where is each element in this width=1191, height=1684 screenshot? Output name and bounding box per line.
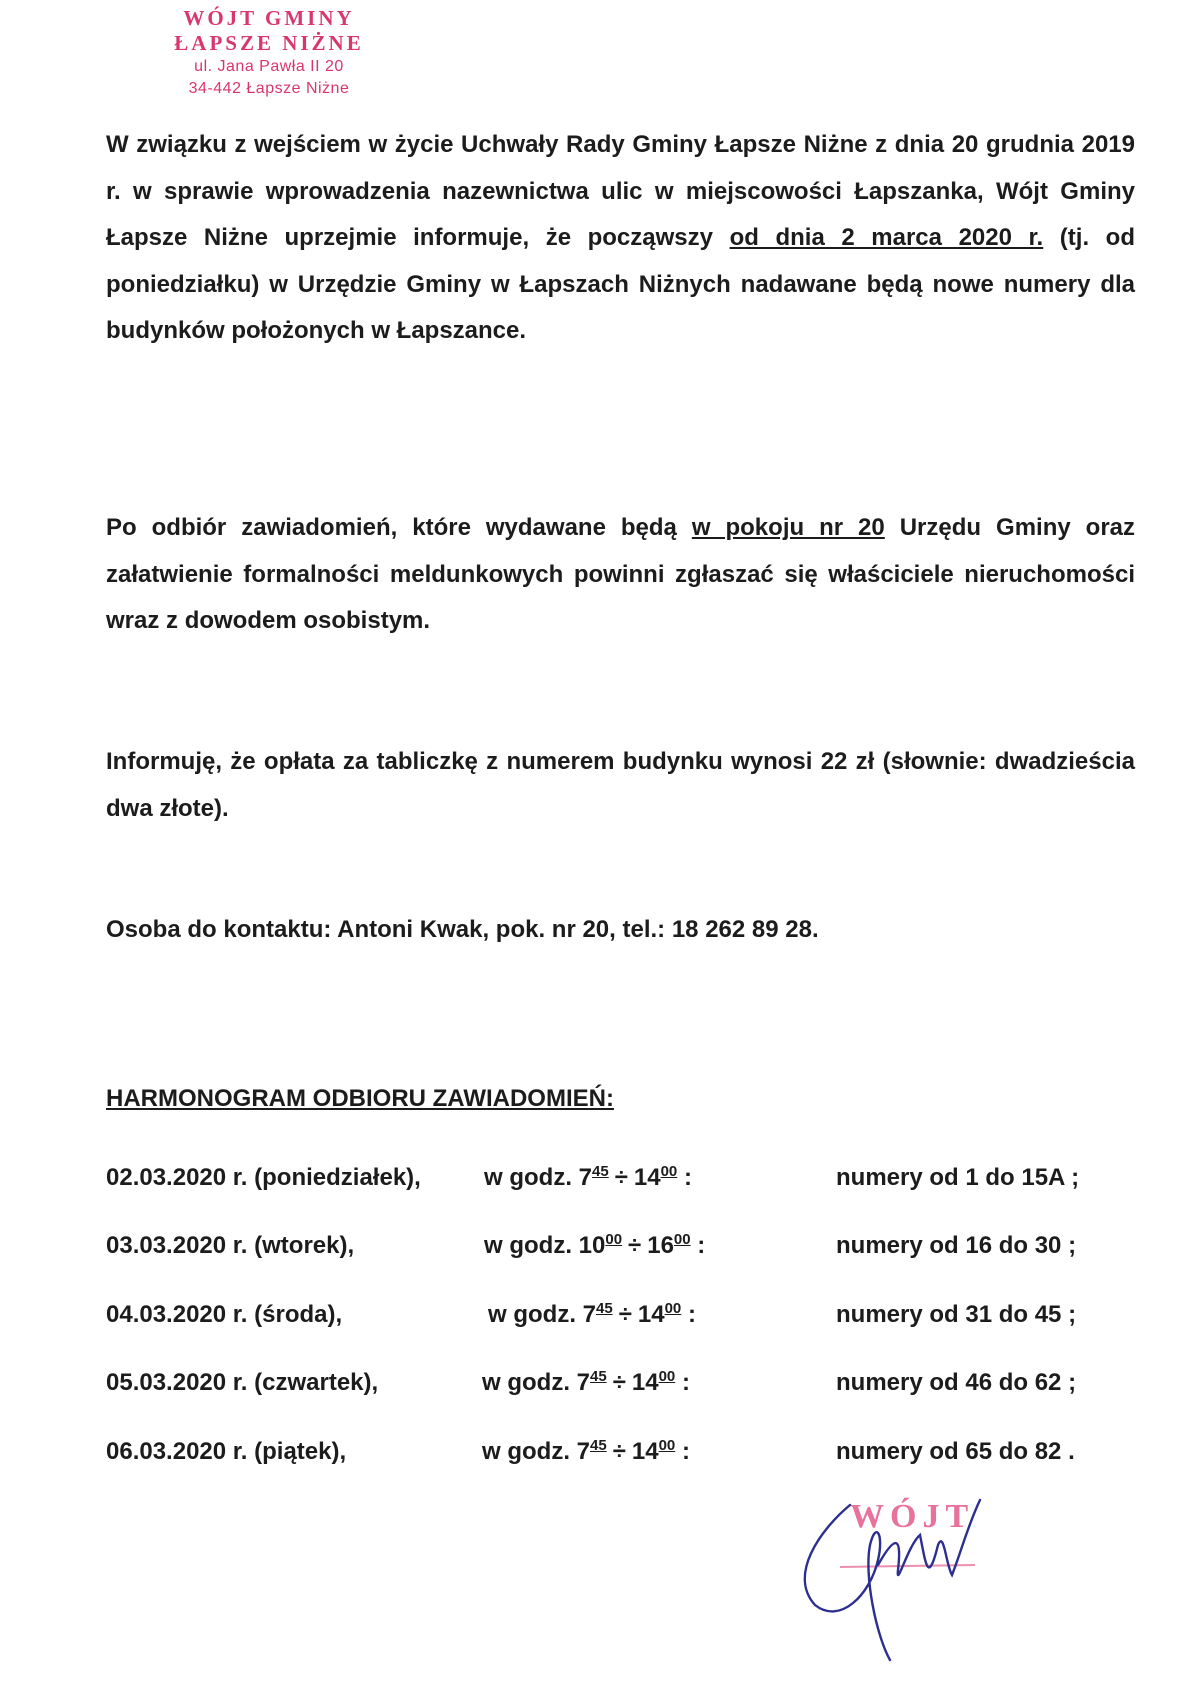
minutes-to: 00	[658, 1368, 676, 1385]
schedule-row	[106, 1295, 1146, 1335]
hours-separator: ÷	[614, 1164, 628, 1191]
hours-prefix: w godz.	[482, 1369, 570, 1396]
hours-colon: :	[697, 1232, 706, 1259]
schedule-row	[106, 1432, 1146, 1472]
hours-to: 14	[637, 1301, 665, 1328]
paragraph-fee: Informuję, że opłata za tabliczkę z numerem budynku wynosi 22 zł (słownie: dwadzieścia dwa złote).	[106, 748, 1135, 822]
hours-separator: ÷	[612, 1369, 626, 1396]
schedule-numbers: numery od 1 do 15A ;	[836, 1164, 1080, 1191]
schedule-hours	[482, 1363, 690, 1403]
header-stamp	[166, 6, 372, 100]
stamp-name-line: ŁAPSZE NIŻNE	[174, 31, 364, 55]
schedule-date: 02.03.2020 r. (poniedziałek),	[106, 1164, 421, 1191]
schedule-date: 05.03.2020 r. (czwartek),	[106, 1369, 379, 1396]
schedule-heading: HARMONOGRAM ODBIORU ZAWIADOMIEŃ:	[106, 1085, 614, 1112]
paragraph-text: W związku z wejściem w życie Uchwały Rady Gminy Łapsze Niżne z dnia 20 grudnia 2019 r. w sprawie wprowadzenia nazewnictwa ulic w miejscowości Łapszanka, Wójt Gminy Łapsze Niżne uprzejmie informuje, że począwszy	[106, 131, 1135, 251]
hours-prefix: w godz.	[484, 1232, 572, 1259]
schedule-row	[106, 1363, 1146, 1403]
stamp-street-line: ul. Jana Pawła II 20	[194, 58, 344, 75]
schedule-row	[106, 1226, 1146, 1266]
schedule-date: 04.03.2020 r. (środa),	[106, 1301, 343, 1328]
schedule-numbers: numery od 65 do 82 .	[836, 1438, 1075, 1465]
schedule-numbers: numery od 46 do 62 ;	[836, 1369, 1077, 1396]
minutes-from: 45	[590, 1368, 607, 1385]
schedule-date: 06.03.2020 r. (piątek),	[106, 1438, 347, 1465]
schedule-numbers: numery od 31 do 45 ;	[836, 1301, 1077, 1328]
hours-prefix: w godz.	[484, 1164, 572, 1191]
paragraph-text: Po odbiór zawiadomień, które wydawane będą	[106, 514, 692, 541]
hours-colon: :	[681, 1438, 690, 1465]
hours-colon: :	[687, 1301, 696, 1328]
signature-with-stamp	[780, 1475, 1040, 1675]
minutes-to: 00	[664, 1300, 682, 1317]
hours-separator: ÷	[628, 1232, 642, 1259]
schedule-hours	[482, 1432, 690, 1472]
minutes-to: 00	[658, 1437, 676, 1454]
minutes-to: 00	[673, 1231, 691, 1248]
minutes-from: 00	[605, 1231, 623, 1248]
schedule-hours	[484, 1158, 692, 1198]
hours-to: 16	[647, 1232, 674, 1259]
schedule-hours	[488, 1295, 696, 1335]
hours-prefix: w godz.	[488, 1301, 576, 1328]
paragraph-text: (tj. od poniedziałku) w Urzędzie Gminy w Łapszach Niżnych nadawane będą nowe numery dla budynków położonych w Łapszance.	[106, 224, 1136, 344]
hours-from: 7	[582, 1301, 597, 1328]
schedule-hours	[484, 1226, 705, 1266]
hours-from: 10	[578, 1232, 606, 1259]
stamp-title-line: WÓJT GMINY	[183, 6, 355, 30]
schedule-date: 03.03.2020 r. (wtorek),	[106, 1232, 355, 1259]
minutes-from: 45	[596, 1300, 613, 1317]
hours-colon: :	[681, 1369, 690, 1396]
paragraph-text: Urzędu Gminy oraz załatwienie formalności meldunkowych powinni zgłaszać się właściciele nieruchomości wraz z dowodem osobistym.	[106, 514, 1136, 634]
minutes-to: 00	[660, 1163, 678, 1180]
minutes-from: 45	[592, 1163, 609, 1180]
hours-from: 7	[576, 1438, 591, 1465]
signature-stamp-text: WÓJT	[850, 1498, 975, 1535]
hours-to: 14	[633, 1164, 661, 1191]
hours-separator: ÷	[618, 1301, 632, 1328]
hours-colon: :	[683, 1164, 692, 1191]
hours-prefix: w godz.	[482, 1438, 570, 1465]
paragraph-announcement	[106, 122, 1135, 355]
hours-to: 14	[631, 1438, 659, 1465]
stamp-postal-line: 34-442 Łapsze Niżne	[188, 80, 350, 97]
hours-separator: ÷	[612, 1438, 626, 1465]
paragraph-pickup	[106, 505, 1135, 645]
schedule-numbers: numery od 16 do 30 ;	[836, 1232, 1077, 1259]
underlined-room: w pokoju nr 20	[691, 514, 885, 541]
underlined-date: od dnia 2 marca 2020 r.	[729, 224, 1044, 251]
hours-from: 7	[576, 1369, 591, 1396]
paragraph-contact: Osoba do kontaktu: Antoni Kwak, pok. nr 20, tel.: 18 262 89 28.	[106, 916, 819, 943]
hours-from: 7	[578, 1164, 593, 1191]
minutes-from: 45	[590, 1437, 607, 1454]
schedule-row	[106, 1158, 1146, 1198]
hours-to: 14	[631, 1369, 659, 1396]
